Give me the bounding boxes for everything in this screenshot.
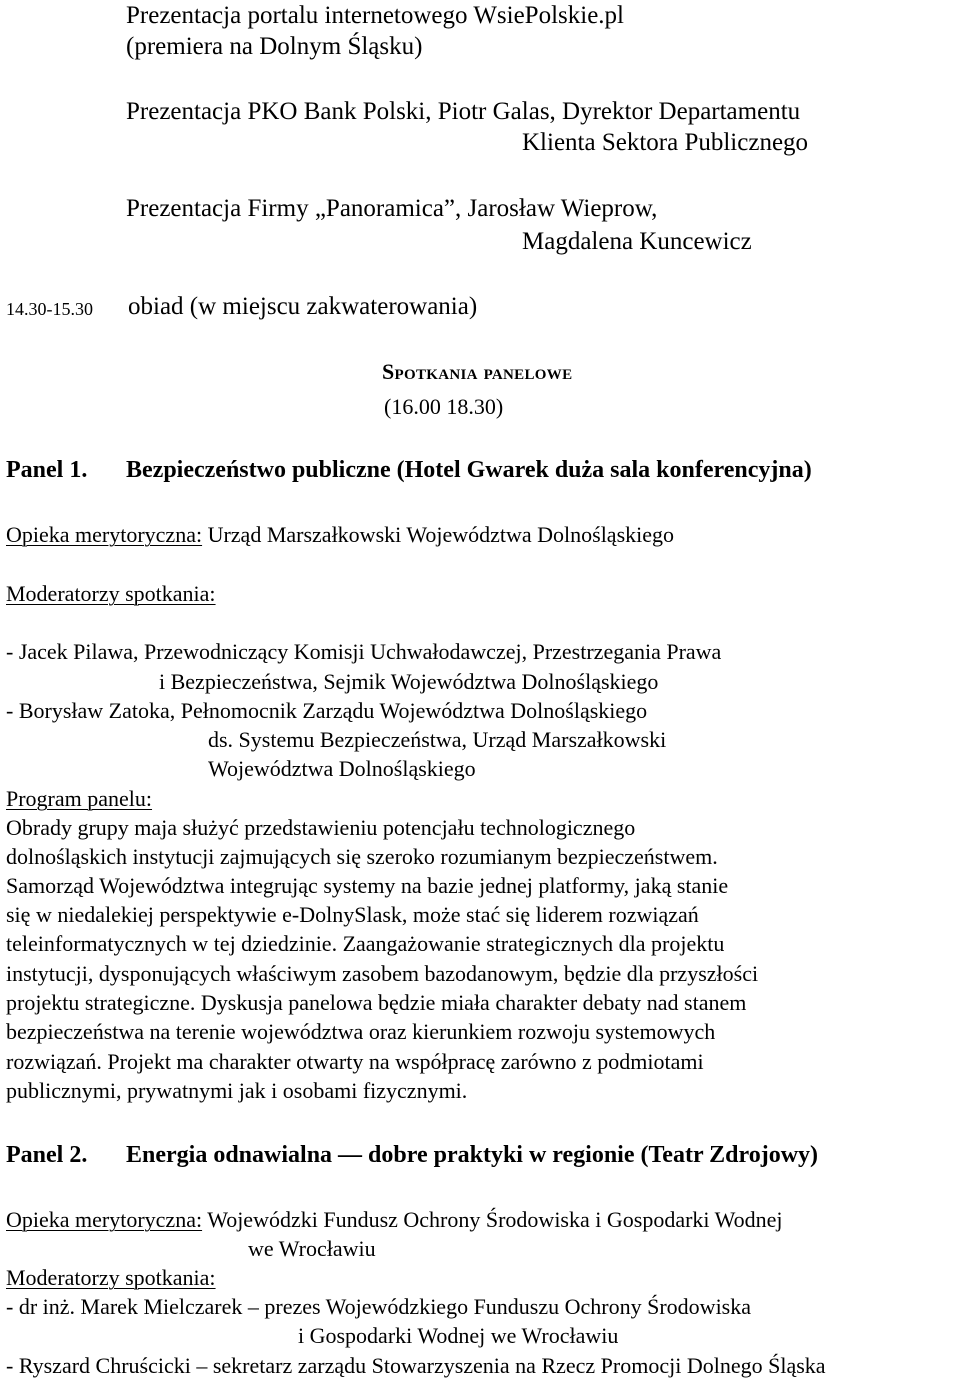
panel1-moderator-2: - Borysław Zatoka, Pełnomocnik Zarządu Województwa Dolnośląskiego	[6, 698, 648, 723]
panel2-moderator-1: - dr inż. Marek Mielczarek – prezes Wojewódzkiego Funduszu Ochrony Środowiska	[6, 1294, 752, 1319]
panel1-label: Panel 1.	[6, 457, 88, 483]
panel1-program-line: bezpieczeństwa na terenie województwa oraz kierunkiem rozwoju systemowych	[6, 1019, 716, 1044]
section-title: Spotkania panelowe	[382, 359, 573, 384]
panel1-title: Bezpieczeństwo publiczne (Hotel Gwarek duża sala konferencyjna)	[126, 457, 812, 483]
panel2-moderators-label: Moderatorzy spotkania:	[6, 1265, 216, 1290]
panel2-patron-value-cont: we Wrocławiu	[248, 1236, 376, 1261]
panel1-program-line: Obrady grupy maja służyć przedstawieniu potencjału technologicznego	[6, 815, 636, 840]
panel1-program-line: się w niedalekiej perspektywie e-DolnySlask, może stać się liderem rozwiązań	[6, 902, 699, 927]
panel1-program-line: projektu strategiczne. Dyskusja panelowa będzie miała charakter debaty nad stanem	[6, 990, 747, 1015]
panel1-patron-value: Urząd Marszałkowski Województwa Dolnośląskiego	[207, 522, 675, 547]
lunch-time: 14.30-15.30	[6, 299, 93, 319]
panel1-program-line: rozwiązań. Projekt ma charakter otwarty na współpracę zarówno z podmiotami	[6, 1049, 704, 1074]
panel1-moderator-1-cont: i Bezpieczeństwa, Sejmik Województwa Dolnośląskiego	[159, 669, 659, 694]
panel1-patron-label: Opieka merytoryczna:	[6, 522, 203, 547]
section-time: (16.00 18.30)	[384, 394, 504, 419]
panel2-title: Energia odnawialna — dobre praktyki w regionie (Teatr Zdrojowy)	[126, 1142, 819, 1168]
lunch-text: obiad (w miejscu zakwaterowania)	[128, 293, 478, 320]
panel1-program-line: instytucji, dysponujących właściwym zasobem bazodanowym, będzie dla przyszłości	[6, 961, 759, 986]
panel2-moderator-2: - Ryszard Chruścicki – sekretarz zarządu Stowarzyszenia na Rzecz Promocji Dolnego Śląska	[6, 1353, 826, 1378]
panel2-patron-label: Opieka merytoryczna:	[6, 1207, 203, 1232]
panel2-patron	[6, 1209, 783, 1231]
panel1-moderators-label: Moderatorzy spotkania:	[6, 581, 216, 606]
panel2-moderator-1-cont: i Gospodarki Wodnej we Wrocławiu	[298, 1323, 619, 1348]
agenda-item-portal-note: (premiera na Dolnym Śląsku)	[126, 33, 423, 60]
agenda-item-panoramica: Prezentacja Firmy „Panoramica”, Jarosław Wieprow,	[126, 195, 658, 222]
agenda-item-portal: Prezentacja portalu internetowego WsiePolskie.pl	[126, 2, 624, 29]
panel1-moderator-2-cont2: Województwa Dolnośląskiego	[208, 756, 476, 781]
panel1-program-line: publicznymi, prywatnymi jak i osobami fizycznymi.	[6, 1078, 468, 1103]
panel1-program-label: Program panelu:	[6, 786, 153, 811]
panel1-program-line: dolnośląskich instytucji zajmujących się szeroko rozumianym bezpieczeństwem.	[6, 844, 718, 869]
panel2-patron-value: Wojewódzki Fundusz Ochrony Środowiska i Gospodarki Wodnej	[207, 1207, 783, 1232]
agenda-item-pko: Prezentacja PKO Bank Polski, Piotr Galas, Dyrektor Departamentu	[126, 98, 801, 125]
panel1-program-line: Samorząd Województwa integrując systemy na bazie jednej platformy, jaką stanie	[6, 873, 729, 898]
panel1-patron	[6, 524, 674, 546]
panel1-program-line: teleinformatycznych w tej dziedzinie. Zaangażowanie strategicznych dla projektu	[6, 931, 725, 956]
agenda-item-pko-cont: Klienta Sektora Publicznego	[522, 129, 809, 156]
panel2-label: Panel 2.	[6, 1142, 88, 1168]
panel1-moderator-2-cont: ds. Systemu Bezpieczeństwa, Urząd Marszałkowski	[208, 727, 667, 752]
panel1-moderator-1: - Jacek Pilawa, Przewodniczący Komisji Uchwałodawczej, Przestrzegania Prawa	[6, 639, 722, 664]
agenda-item-panoramica-cont: Magdalena Kuncewicz	[522, 228, 752, 255]
